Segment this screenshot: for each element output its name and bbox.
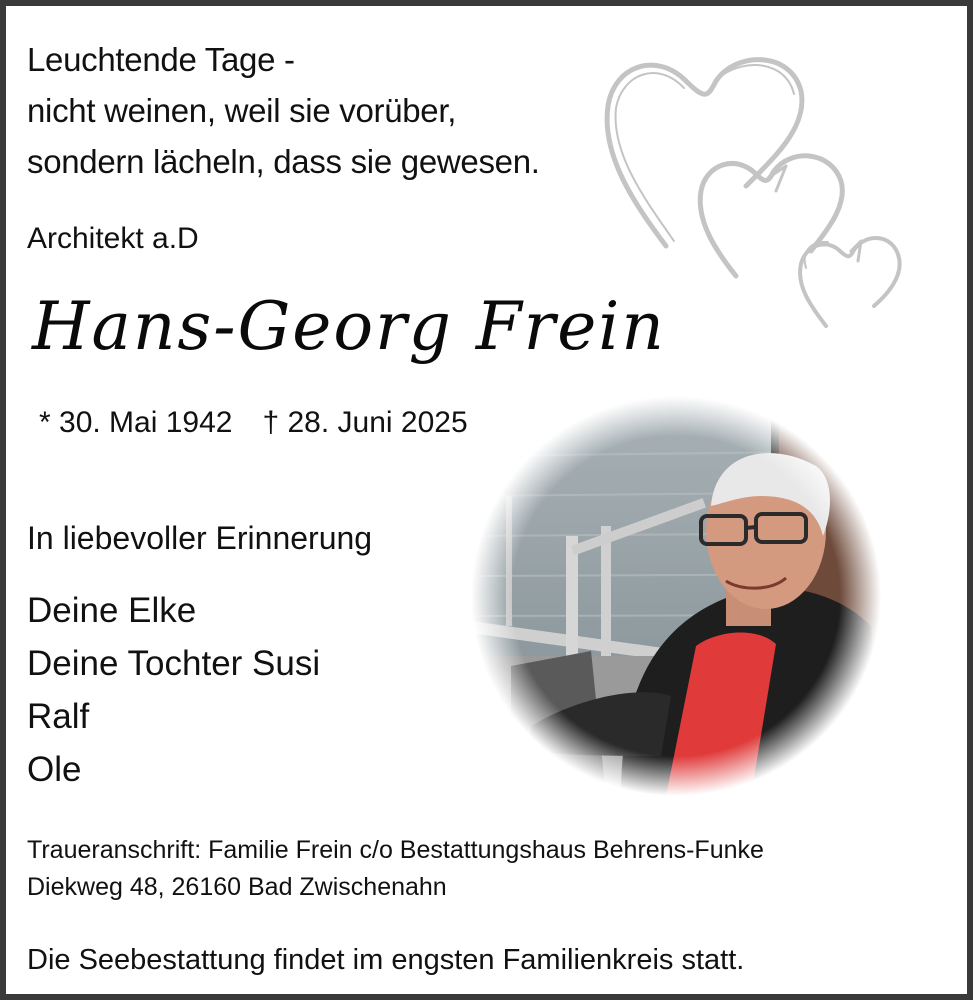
mourner: Ralf: [27, 697, 90, 736]
quote-line: sondern lächeln, dass sie gewesen.: [27, 143, 540, 180]
quote-block: [27, 34, 540, 187]
address-line: Diekweg 48, 26160 Bad Zwischenahn: [27, 873, 447, 901]
deceased-name: Hans-Georg Frein: [32, 288, 666, 365]
address-line: Traueranschrift: Familie Frein c/o Bestattungshaus Behrens-Funke: [27, 836, 764, 864]
mourning-address: [27, 832, 764, 906]
birth-date: * 30. Mai 1942: [39, 406, 233, 439]
profession: Architekt a.D: [27, 222, 199, 255]
quote-line: Leuchtende Tage -: [27, 41, 295, 78]
mourner: Deine Elke: [27, 591, 197, 630]
life-dates: [39, 406, 468, 440]
quote-line: nicht weinen, weil sie vorüber,: [27, 92, 457, 129]
mourners-list: [27, 584, 320, 796]
mourner: Deine Tochter Susi: [27, 644, 321, 683]
death-date: † 28. Juni 2025: [262, 406, 468, 439]
mourner: Ole: [27, 750, 82, 789]
portrait-photo: [471, 396, 881, 796]
closing-note: Die Seebestattung findet im engsten Familienkreis statt.: [27, 944, 745, 976]
memory-line: In liebevoller Erinnerung: [27, 520, 373, 556]
